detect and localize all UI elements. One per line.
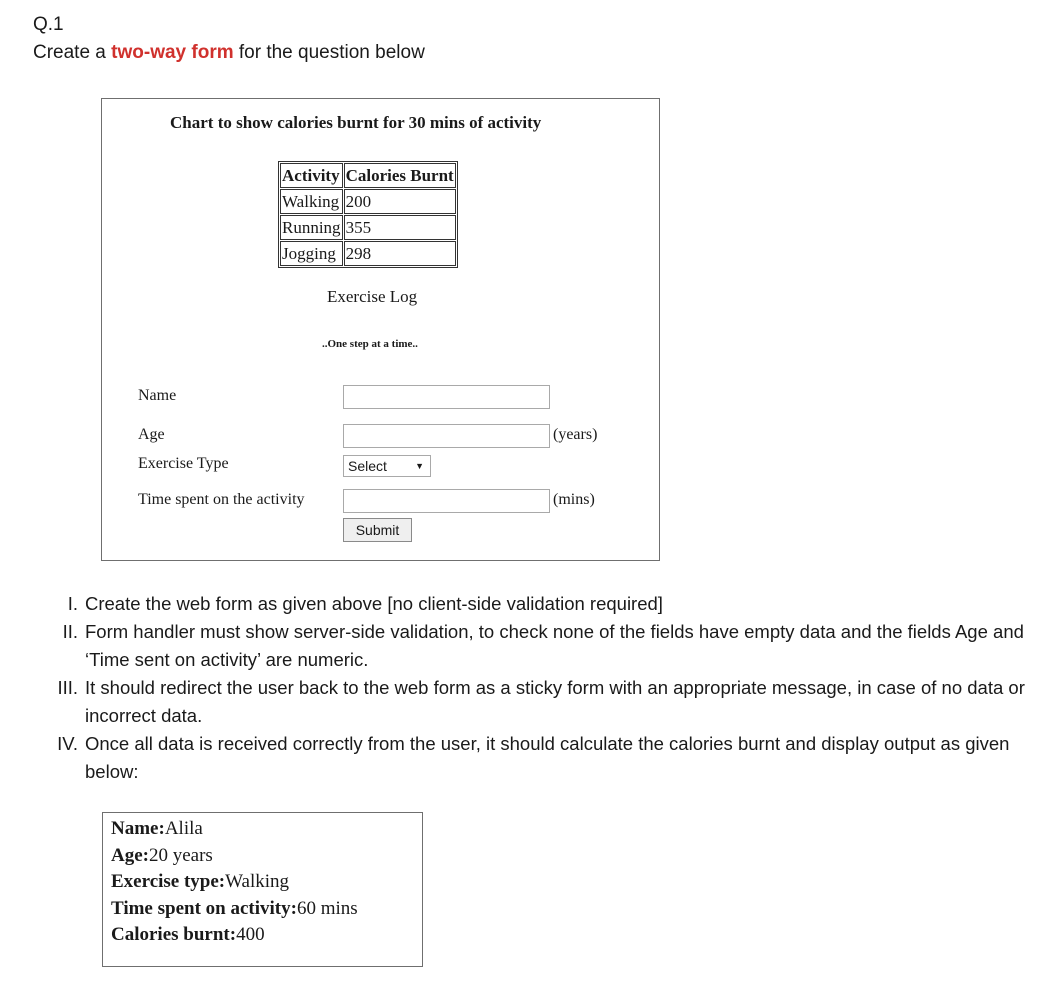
exercise-type-label: Exercise Type	[138, 455, 229, 472]
table-header: Activity	[280, 163, 343, 188]
calories-table	[278, 161, 458, 268]
output-label: Exercise type:	[111, 871, 226, 892]
exercise-type-select[interactable]	[343, 455, 431, 477]
time-input[interactable]	[343, 489, 550, 513]
list-item	[50, 674, 1040, 730]
list-number: I.	[67, 593, 78, 614]
list-item	[50, 590, 1040, 618]
table-cell: 298	[344, 241, 456, 266]
submit-button[interactable]: Submit	[343, 518, 412, 542]
table-row	[280, 241, 456, 266]
name-label: Name	[138, 387, 177, 404]
table-cell: Jogging	[280, 241, 343, 266]
table-row	[280, 189, 456, 214]
question-line	[33, 42, 425, 64]
question-highlight: two-way form	[111, 42, 234, 63]
list-number: III.	[57, 677, 78, 698]
output-calories	[111, 924, 265, 946]
table-cell: Walking	[280, 189, 343, 214]
output-time	[111, 898, 358, 920]
dropdown-arrow-icon: ▼	[415, 461, 424, 471]
exercise-log-subtitle: ..One step at a time..	[322, 338, 418, 350]
name-input[interactable]	[343, 385, 550, 409]
table-row	[280, 215, 456, 240]
output-age	[111, 845, 213, 867]
list-text: Create the web form as given above [no client-side validation required]	[85, 593, 663, 614]
output-value: Alila	[164, 818, 203, 839]
list-item	[50, 730, 1040, 786]
output-label: Name:	[111, 818, 165, 839]
list-text: It should redirect the user back to the web form as a sticky form with an appropriate message, in case of no data or incorrect data.	[85, 677, 1025, 726]
age-input[interactable]	[343, 424, 550, 448]
exercise-log-title: Exercise Log	[327, 287, 418, 306]
time-unit: (mins)	[553, 491, 595, 508]
time-label: Time spent on the activity	[138, 491, 305, 508]
table-header: Calories Burnt	[344, 163, 456, 188]
output-name	[111, 818, 203, 840]
table-header-row	[280, 163, 456, 188]
list-text: Once all data is received correctly from the user, it should calculate the calories burnt and display output as given below:	[85, 733, 1010, 782]
question-number: Q.1	[33, 14, 64, 35]
question-prefix: Create a	[33, 42, 112, 63]
list-item	[50, 618, 1040, 674]
output-value: Walking	[225, 871, 290, 892]
table-cell: 355	[344, 215, 456, 240]
output-value: 20 years	[148, 845, 213, 866]
table-cell: 200	[344, 189, 456, 214]
output-value: 400	[236, 924, 265, 945]
instructions-list	[50, 590, 1040, 786]
output-label: Age:	[111, 845, 149, 866]
age-unit: (years)	[553, 426, 598, 443]
output-label: Calories burnt:	[111, 924, 237, 945]
chart-title: Chart to show calories burnt for 30 mins of activity	[170, 113, 542, 132]
list-number: II.	[62, 621, 78, 642]
list-number: IV.	[57, 733, 78, 754]
age-label: Age	[138, 426, 165, 443]
output-value: 60 mins	[296, 898, 358, 919]
list-text: Form handler must show server-side validation, to check none of the fields have empty data and the fields Age and ‘Time sent on activity’ are numeric.	[85, 621, 1024, 670]
output-label: Time spent on activity:	[111, 898, 297, 919]
question-suffix: for the question below	[233, 42, 425, 63]
exercise-type-selected: Select	[348, 458, 387, 474]
output-type	[111, 871, 289, 893]
table-cell: Running	[280, 215, 343, 240]
